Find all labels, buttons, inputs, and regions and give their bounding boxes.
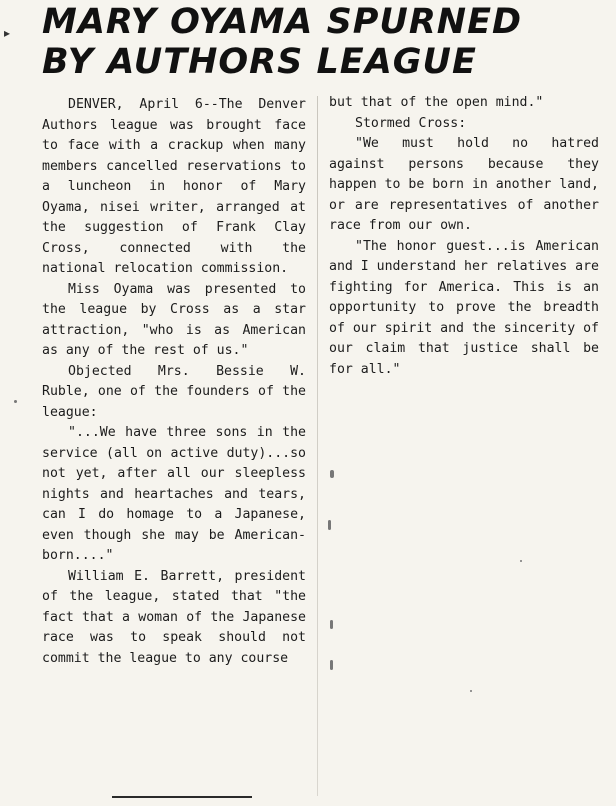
print-speck (330, 620, 333, 629)
print-speck (330, 660, 333, 670)
paragraph-continuation: but that of the open mind." (329, 95, 544, 110)
headline (42, 2, 602, 82)
print-speck (14, 400, 17, 403)
paragraph: William E. Barrett, president of the league, stated that "the fact that a woman of the Japanese race was to speak should not commit the league to any course (42, 568, 306, 666)
print-speck (470, 690, 472, 692)
paragraph-dateline: DENVER, April 6--The Denver Authors league was brought face to face with a crackup when many members cancelled reservations to a luncheon in honor of Mary Oyama, nisei writer, arranged at the suggestion of Frank Clay Cross, connected with the national relocation commission. (42, 97, 306, 276)
article-column-right (329, 93, 599, 380)
headline-line-2: BY AUTHORS LEAGUE (42, 42, 477, 82)
print-speck (520, 560, 522, 562)
headline-line-1: MARY OYAMA SPURNED (42, 2, 523, 42)
article-column-left (42, 95, 306, 669)
paragraph: Stormed Cross: (355, 115, 467, 131)
column-divider (317, 96, 318, 796)
paragraph: Objected Mrs. Bessie W. Ruble, one of the founders of the league: (42, 363, 306, 420)
paragraph: Miss Oyama was presented to the league by Cross as a star attraction, "who is as American as any of the rest of us." (42, 281, 306, 358)
paragraph-quote: "We must hold no hatred against persons because they happen to be born in another land, or are representatives of another race from our own. (329, 136, 599, 233)
print-speck (328, 520, 331, 530)
paragraph-quote: "The honor guest...is American and I understand her relatives are fighting for America. This is an opportunity to prove the breadth of our spirit and the sincerity of our claim that justice shall be for all." (329, 238, 599, 377)
bottom-rule (112, 796, 252, 798)
paragraph-quote: "...We have three sons in the service (all on active duty)...so not yet, after all our sleepless nights and heartaches and tears, can I do homage to a Japanese, even though she may be American-born...." (42, 425, 306, 563)
margin-mark-icon: ▸ (4, 26, 11, 40)
print-speck (330, 470, 334, 478)
